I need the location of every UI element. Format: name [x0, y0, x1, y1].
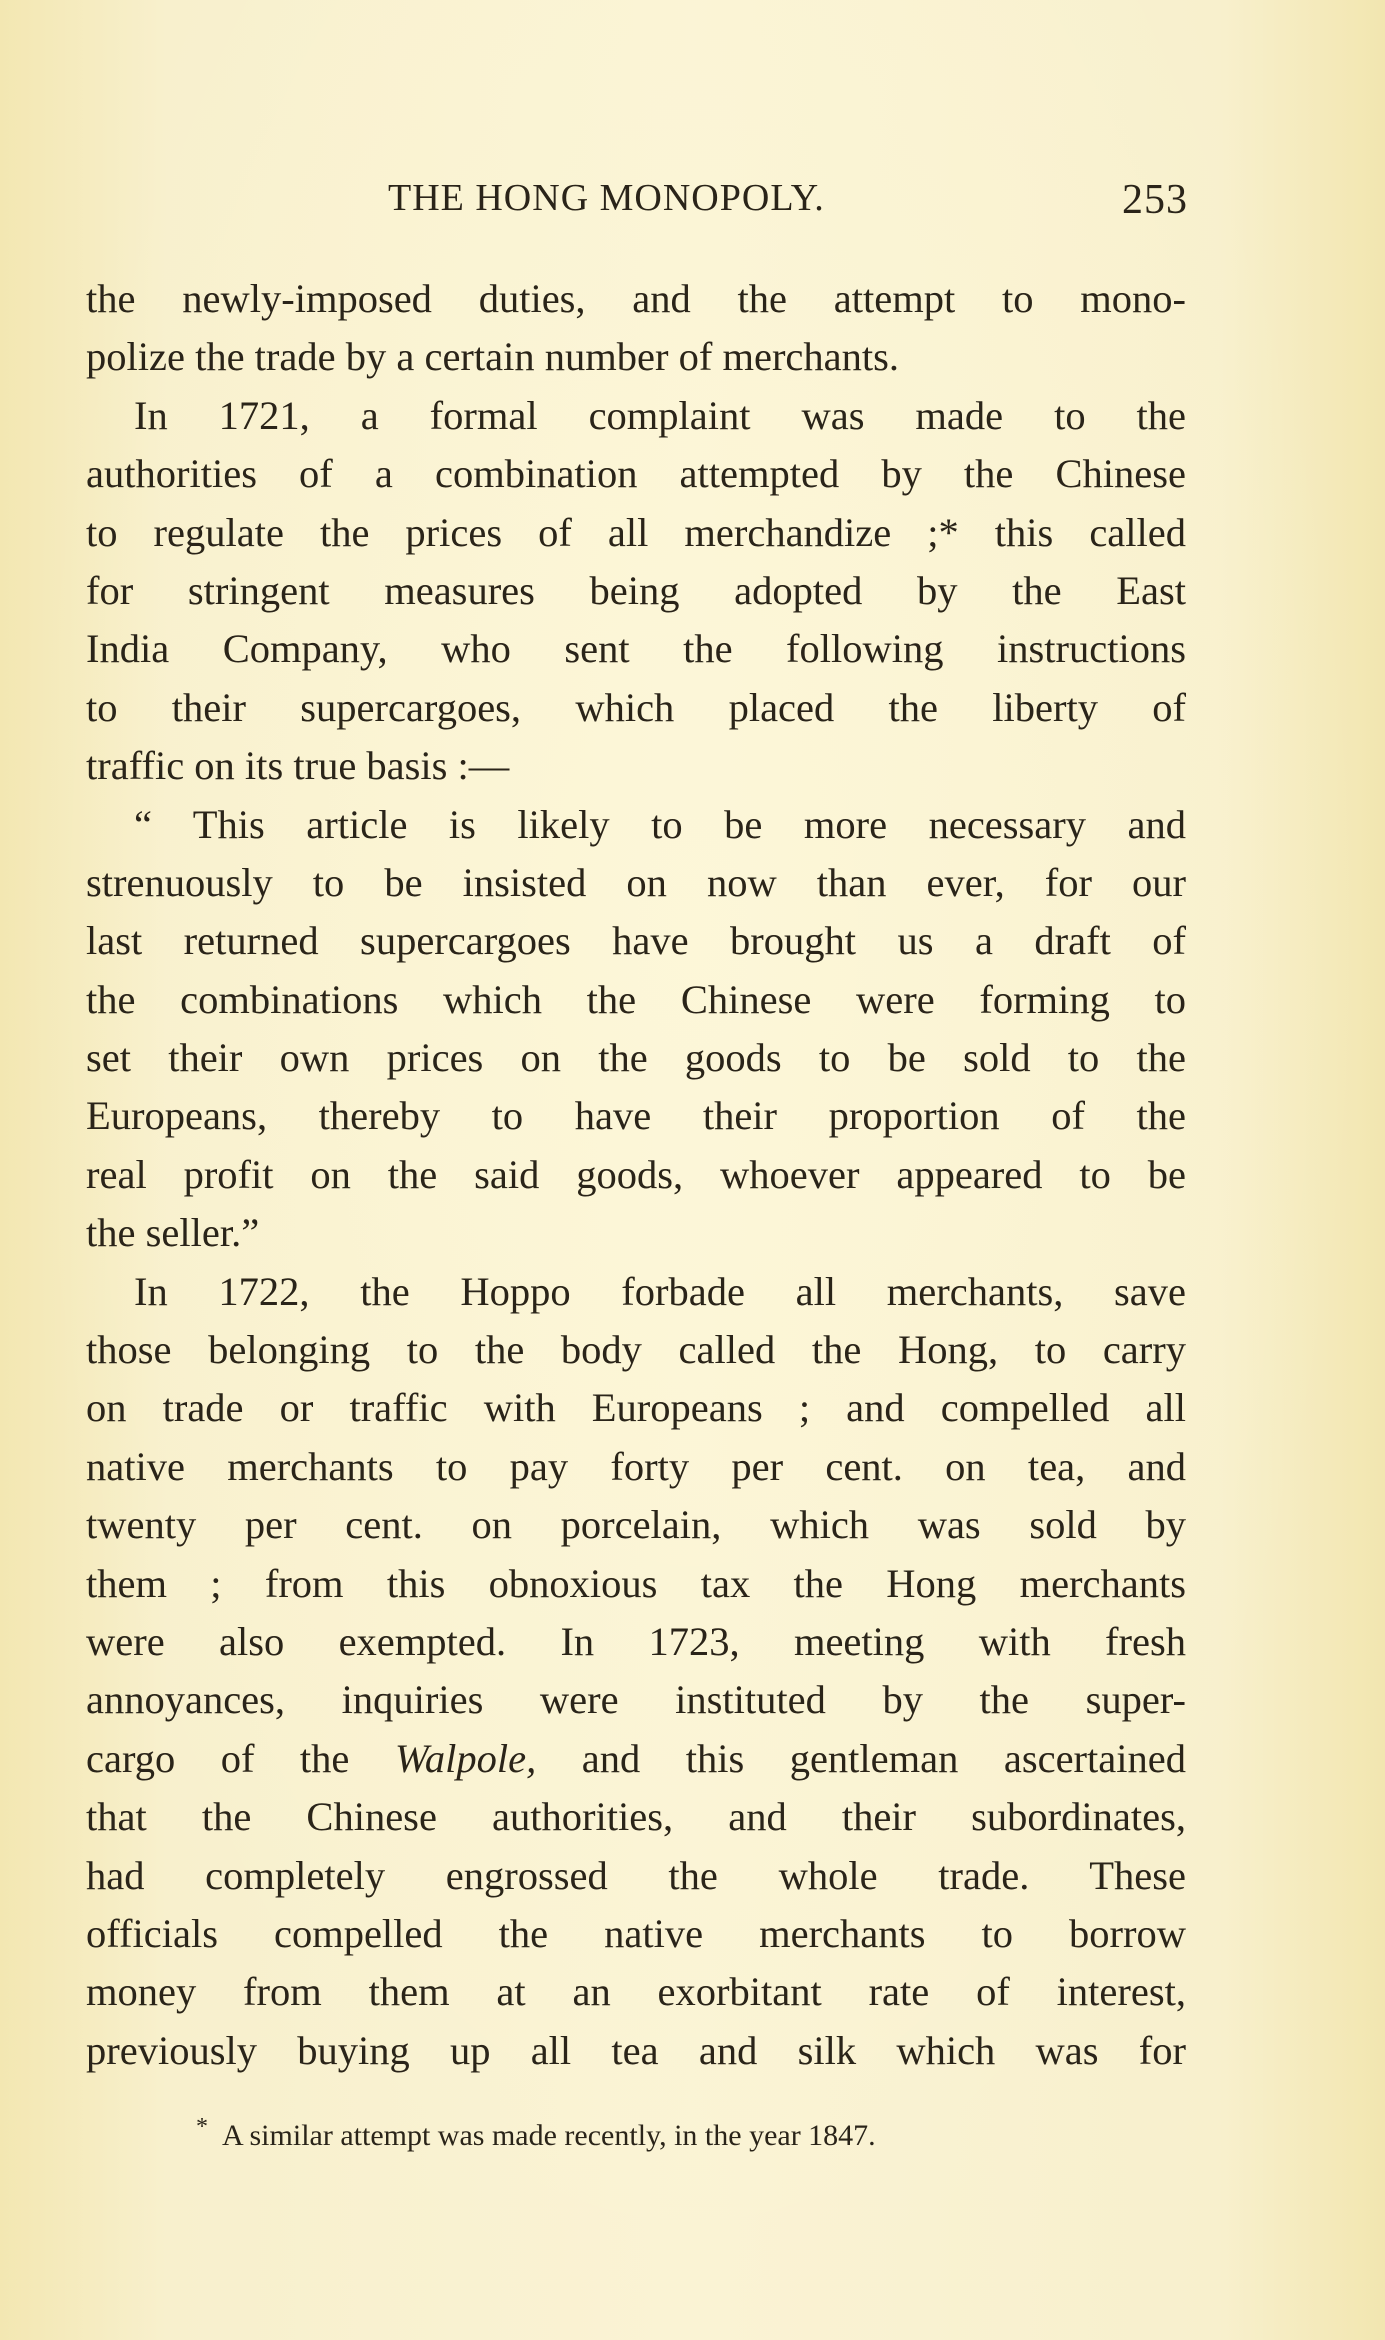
text-line: to their supercargoes, which placed the liberty of [86, 684, 1186, 730]
footnote [196, 2107, 1096, 2156]
text-line: the seller.” [86, 1210, 260, 1256]
text-line: real profit on the said goods, whoever appeared to be [86, 1151, 1186, 1197]
ship-name-italic: Walpole, [394, 1735, 537, 1781]
text-line: to regulate the prices of all merchandize ;* this called [86, 509, 1186, 555]
body-text [86, 270, 1186, 2080]
text-line: authorities of a combination attempted by the Chinese [86, 451, 1186, 497]
text-line: had completely engrossed the whole trade. These [86, 1852, 1186, 1898]
text-line: the newly-imposed duties, and the attempt to mono- [86, 276, 1186, 321]
text-line: native merchants to pay forty per cent. on tea, and [86, 1443, 1186, 1489]
text-line: that the Chinese authorities, and their subordinates, [86, 1794, 1186, 1840]
text-line: Europeans, thereby to have their proportion of the [86, 1093, 1186, 1139]
chapter-title: THE HONG MONOPOLY. [388, 177, 825, 219]
text-line: last returned supercargoes have brought us a draft of [86, 918, 1186, 964]
text-line: the combinations which the Chinese were forming to [86, 976, 1186, 1022]
text-segment: cargo of the [86, 1735, 350, 1781]
text-line: were also exempted. In 1723, meeting with fresh [86, 1618, 1186, 1664]
text-line: In 1722, the Hoppo forbade all merchants, save [134, 1268, 1186, 1314]
text-line: them ; from this obnoxious tax the Hong merchants [86, 1560, 1186, 1606]
text-line: In 1721, a formal complaint was made to the [134, 392, 1186, 438]
text-line-with-italic [86, 1730, 1186, 1788]
text-line: India Company, who sent the following instructions [86, 626, 1186, 672]
text-segment: and this gentleman ascertained [581, 1735, 1186, 1781]
text-line: those belonging to the body called the Hong, to carry [86, 1327, 1186, 1373]
text-line: strenuously to be insisted on now than ever, for our [86, 859, 1186, 905]
text-line: annoyances, inquiries were instituted by the super- [86, 1677, 1186, 1723]
text-line: previously buying up all tea and silk which was for [86, 2027, 1186, 2073]
text-line: “ This article is likely to be more necessary and [134, 801, 1186, 847]
text-line: for stringent measures being adopted by the East [86, 567, 1186, 613]
text-line: officials compelled the native merchants to borrow [86, 1910, 1186, 1956]
text-line: traffic on its true basis :— [86, 743, 510, 789]
footnote-mark: * [196, 2114, 208, 2140]
text-line: set their own prices on the goods to be sold to the [86, 1035, 1186, 1081]
text-line: polize the trade by a certain number of merchants. [86, 334, 900, 380]
footnote-text: A similar attempt was made recently, in the year 1847. [222, 2119, 876, 2152]
text-line: twenty per cent. on porcelain, which was sold by [86, 1502, 1186, 1548]
text-line: on trade or traffic with Europeans ; and compelled all [86, 1385, 1186, 1431]
text-line: money from them at an exorbitant rate of interest, [86, 1969, 1186, 2015]
running-head [388, 176, 1188, 226]
page-number: 253 [1122, 177, 1188, 223]
